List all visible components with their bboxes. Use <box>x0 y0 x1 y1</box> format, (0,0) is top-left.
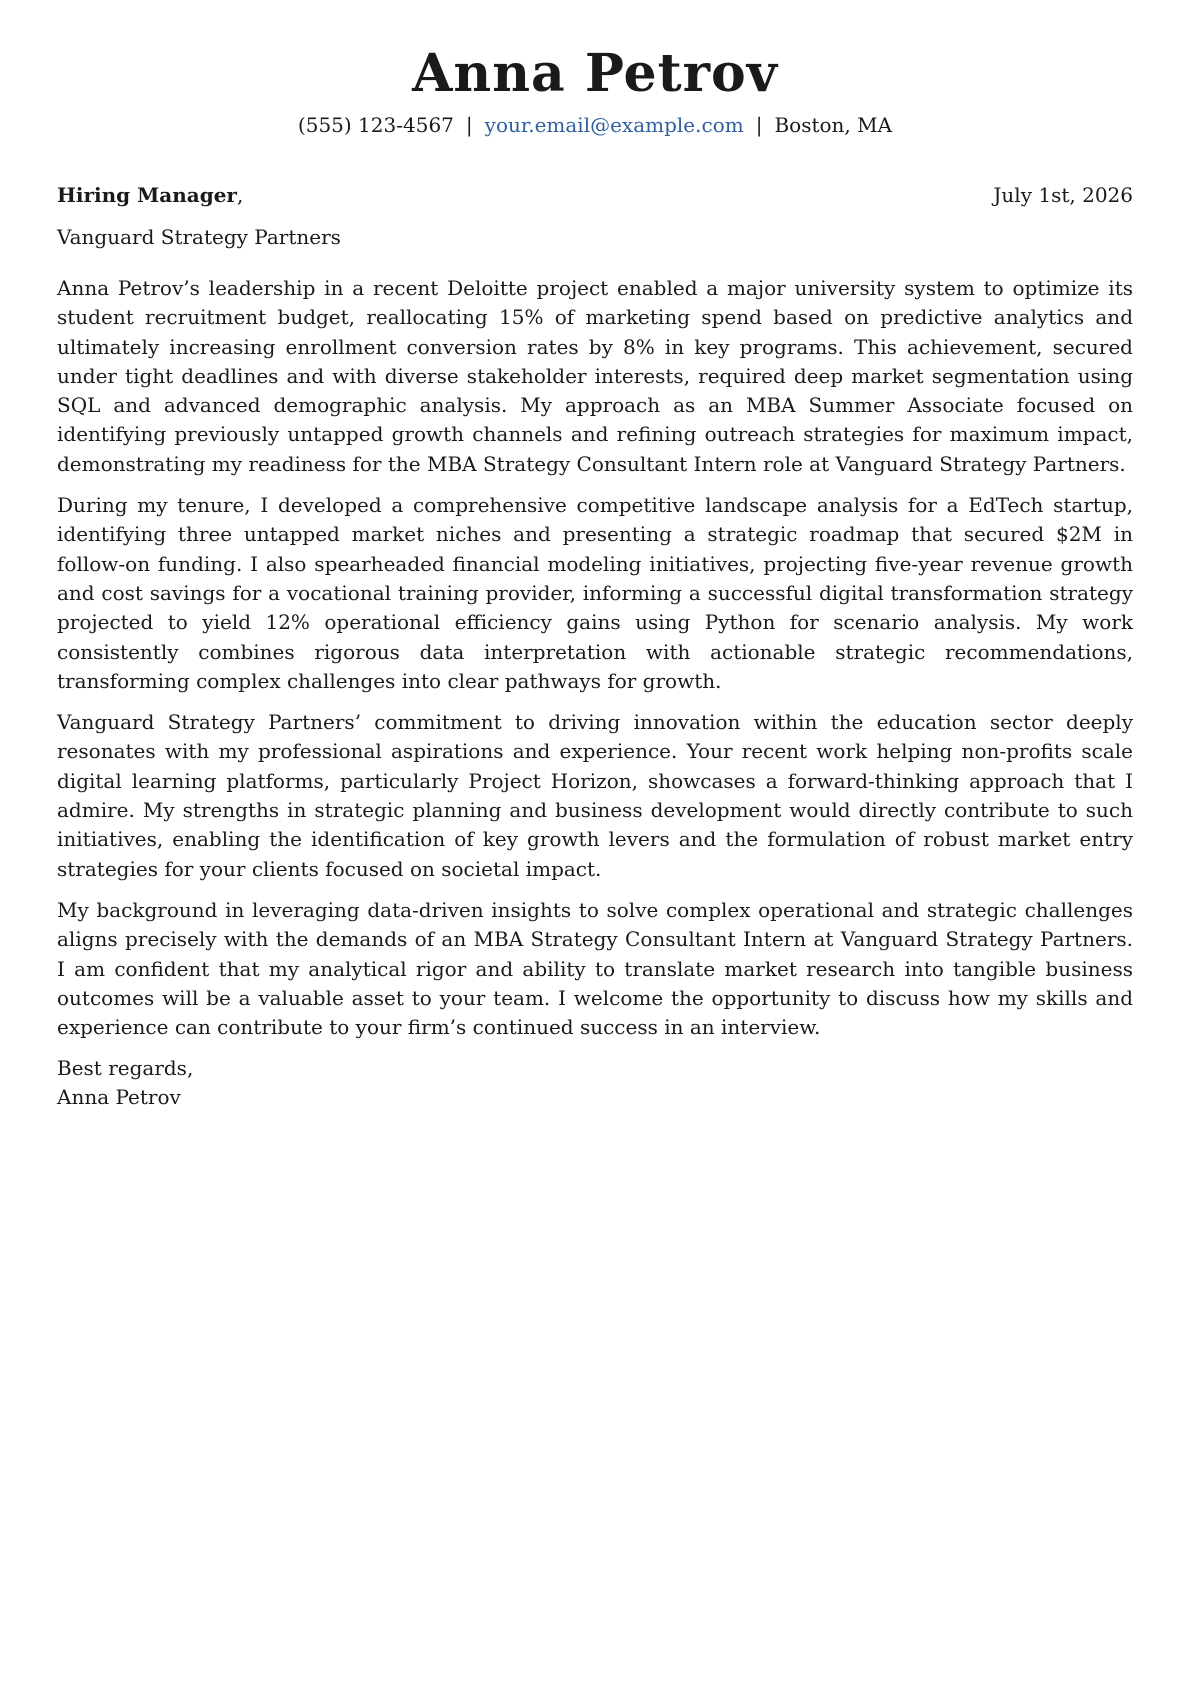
body-paragraph: Vanguard Strategy Partners’ commitment to driving innovation within the education sector deeply resonates with my professional aspirations and experience. Your recent work helping non-profits scale digital learning platforms, particularly Project Horizon, showcases a forward-thinking approach that I admire. My strengths in strategic planning and business development would directly contribute to such initiatives, enabling the identification of key growth levers and the formulation of robust market entry strategies for your clients focused on societal impact. <box>57 710 1133 881</box>
letter-header <box>57 0 1133 138</box>
recipient-name: Hiring Manager <box>57 183 237 207</box>
closing-salutation: Best regards, <box>57 1056 194 1081</box>
letter-closing <box>57 1054 1133 1112</box>
contact-separator: | <box>755 113 763 137</box>
location: Boston, MA <box>774 113 893 137</box>
body-paragraph: During my tenure, I developed a comprehensive competitive landscape analysis for a EdTech startup, identifying three untapped market niches and presenting a strategic roadmap that secured $2M in follow-on funding. I also spearheaded financial modeling initiatives, projecting five-year revenue growth and cost savings for a vocational training provider, informing a successful digital transformation strategy projected to yield 12% operational efficiency gains using Python for scenario analysis. My work consistently combines rigorous data interpretation with actionable strategic recommendations, transforming complex challenges into clear pathways for growth. <box>57 493 1133 693</box>
recipient-line <box>57 182 243 208</box>
contact-separator: | <box>465 113 473 137</box>
contact-line <box>57 112 1133 138</box>
phone-number: (555) 123-4567 <box>297 113 454 137</box>
letter-body <box>57 274 1133 1042</box>
letter-date: July 1st, 2026 <box>993 183 1133 207</box>
recipient-name-suffix: , <box>236 183 244 207</box>
recipient-company: Vanguard Strategy Partners <box>57 225 341 249</box>
applicant-name: Anna Petrov <box>412 43 778 104</box>
signature-name: Anna Petrov <box>57 1085 181 1110</box>
body-paragraph: Anna Petrov’s leadership in a recent Deloitte project enabled a major university system to optimize its student recruitment budget, reallocating 15% of marketing spend based on predictive analytics and ultimately increasing enrollment conversion rates by 8% in key programs. This achievement, secured under tight deadlines and with diverse stakeholder interests, required deep market segmentation using SQL and advanced demographic analysis. My approach as an MBA Summer Associate focused on identifying previously untapped growth channels and refining outreach strategies for maximum impact, demonstrating my readiness for the MBA Strategy Consultant Intern role at Vanguard Strategy Partners. <box>57 276 1133 476</box>
email-link[interactable]: your.email@example.com <box>484 113 744 137</box>
body-paragraph: My background in leveraging data-driven insights to solve complex operational and strategic challenges aligns precisely with the demands of an MBA Strategy Consultant Intern at Vanguard Strategy Partners. I am confident that my analytical rigor and ability to translate market research into tangible business outcomes will be a valuable asset to your team. I welcome the opportunity to discuss how my skills and experience can contribute to your firm’s continued success in an interview. <box>57 897 1133 1040</box>
recipient-date-row <box>57 182 1133 208</box>
